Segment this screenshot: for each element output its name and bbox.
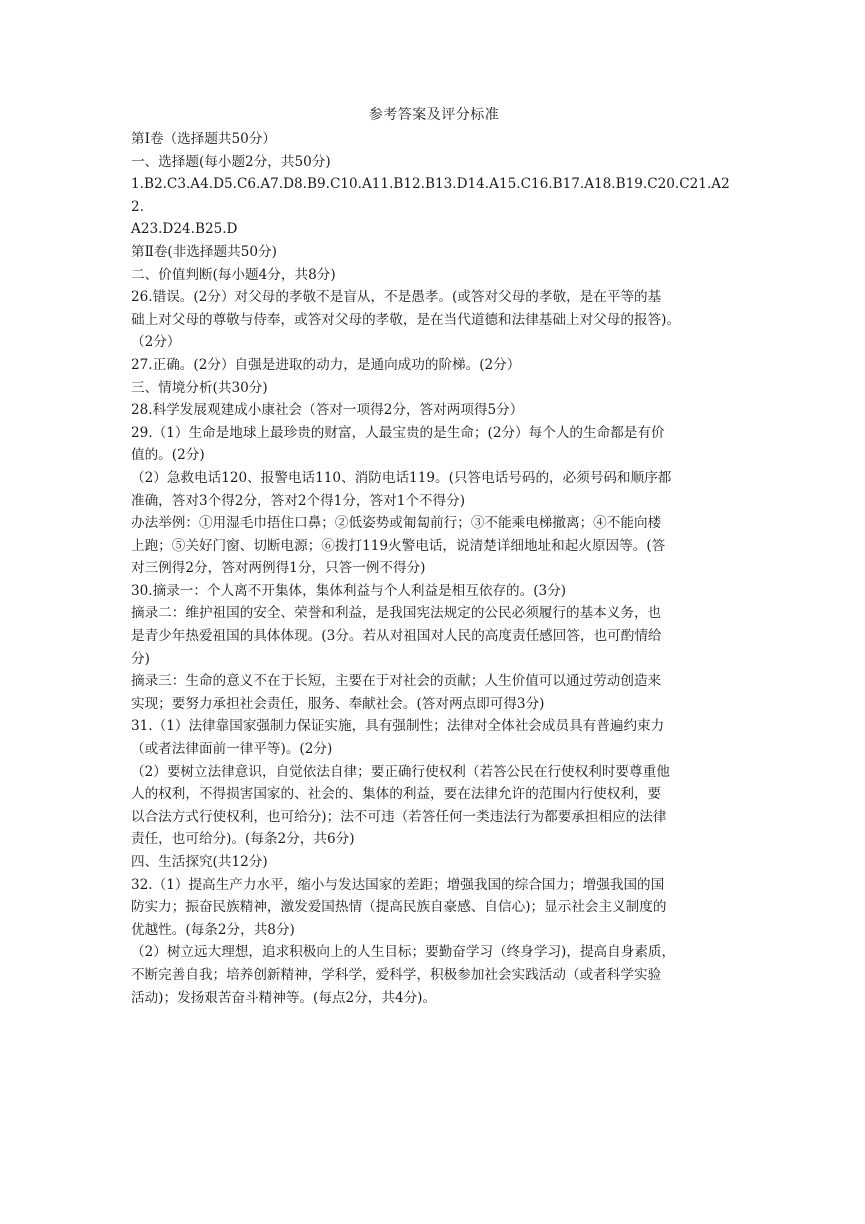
text-line: （2）急救电话120、报警电话110、消防电话119。(只答电话号码的，必须号码和顺序都	[131, 469, 672, 486]
text-line: 26.错误。(2分）对父母的孝敬不是盲从，不是愚孝。(或答对父母的孝敬，是在平等的基	[131, 289, 662, 306]
text-line: （2）树立远大理想，追求积极向上的人生目标；要勤奋学习（终身学习)，提高自身素质，	[131, 944, 676, 961]
text-line: 第Ⅰ卷（选择题共50分）	[131, 131, 277, 147]
text-line: （2分）	[131, 334, 181, 351]
text-line: 28.科学发展观建成小康社会（答对一项得2分，答对两项得5分）	[131, 402, 524, 419]
text-line: 值的。(2分)	[131, 447, 205, 464]
text-line: 摘录二：维护祖国的安全、荣誉和利益，是我国宪法规定的公民必须履行的基本义务，也	[131, 605, 662, 622]
text-line: 实现；要努力承担社会责任，服务、奉献社会。(答对两点即可得3分)	[131, 695, 545, 712]
answer-key-page	[131, 104, 737, 1009]
text-line: 分)	[131, 650, 150, 667]
text-line: 对三例得2分，答对两例得1分，只答一例不得分)	[131, 560, 426, 577]
text-line: 准确，答对3个得2分，答对2个得1分，答对1个不得分)	[131, 492, 466, 509]
text-line: 摘录三：生命的意义不在于长短，主要在于对社会的贡献；人生价值可以通过劳动创造来	[131, 673, 662, 690]
text-line: 二、价值判断(每小题4分，共8分)	[131, 266, 336, 283]
text-line: 四、生活探究(共12分)	[131, 854, 268, 870]
text-line: 以合法方式行使权利，也可给分)；法不可违（若答任何一类违法行为都要承担相应的法律	[131, 808, 667, 825]
text-line: 防实力；振奋民族精神，激发爱国热情（提高民族自豪感、自信心)；显示社会主义制度的	[131, 899, 667, 916]
document-title: 参考答案及评分标准	[368, 107, 500, 123]
text-line: 1.B2.C3.A4.D5.C6.A7.D8.B9.C10.A11.B12.B13.D14.A15.C16.B17.A18.B19.C20.C21.A22.	[131, 176, 730, 215]
text-line: 第Ⅱ卷(非选择题共50分)	[131, 243, 277, 260]
text-line: 是青少年热爱祖国的具体体现。(3分。若从对祖国对人民的高度责任感回答，也可酌情给	[131, 628, 662, 645]
text-line: 29.（1）生命是地球上最珍贵的财富，人最宝贵的是生命；(2分）每个人的生命都是有价	[131, 424, 665, 441]
text-line: 优越性。(每条2分，共8分)	[131, 921, 295, 938]
text-line: A23.D24.B25.D	[131, 221, 238, 238]
text-line: （2）要树立法律意识，自觉依法自律；要正确行使权利（若答公民在行使权利时要尊重他	[131, 763, 670, 780]
text-line: 30.摘录一：个人离不开集体，集体利益与个人利益是相互依存的。(3分)	[131, 582, 567, 599]
text-line: 32.（1）提高生产力水平，缩小与发达国家的差距；增强我国的综合国力；增强我国的国	[131, 876, 665, 893]
text-line: 31.（1）法律靠国家强制力保证实施，具有强制性；法律对全体社会成员具有普遍约束力	[131, 718, 665, 735]
answer-body	[131, 128, 737, 1009]
text-line: 不断完善自我；培养创新精神，学科学，爱科学，积极参加社会实践活动（或者科学实验	[131, 966, 662, 983]
text-line: 础上对父母的尊敬与侍奉，或答对父母的孝敬，是在当代道德和法律基础上对父母的报答)。	[131, 311, 681, 328]
text-line: （或者法律面前一律平等)。(2分)	[131, 741, 333, 758]
text-line: 27.正确。(2分）自强是进取的动力，是通向成功的阶梯。(2分）	[131, 356, 521, 373]
text-line: 上跑；⑤关好门窗、切断电源；⑥拨打119火警电话，说清楚详细地址和起火原因等。(答	[131, 537, 666, 554]
text-line: 责任，也可给分)。(每条2分，共6分)	[131, 831, 355, 848]
text-line: 一、选择题(每小题2分，共50分)	[131, 153, 331, 170]
text-line: 人的权利，不得损害国家的、社会的、集体的利益，要在法律允许的范围内行使权利，要	[131, 786, 662, 803]
text-line: 三、情境分析(共30分)	[131, 379, 268, 396]
text-line: 活动)；发扬艰苦奋斗精神等。(每点2分，共4分)。	[131, 989, 437, 1006]
text-line: 办法举例：①用湿毛巾捂住口鼻；②低姿势或匍匐前行；③不能乘电梯撤离；④不能向楼	[131, 515, 662, 532]
